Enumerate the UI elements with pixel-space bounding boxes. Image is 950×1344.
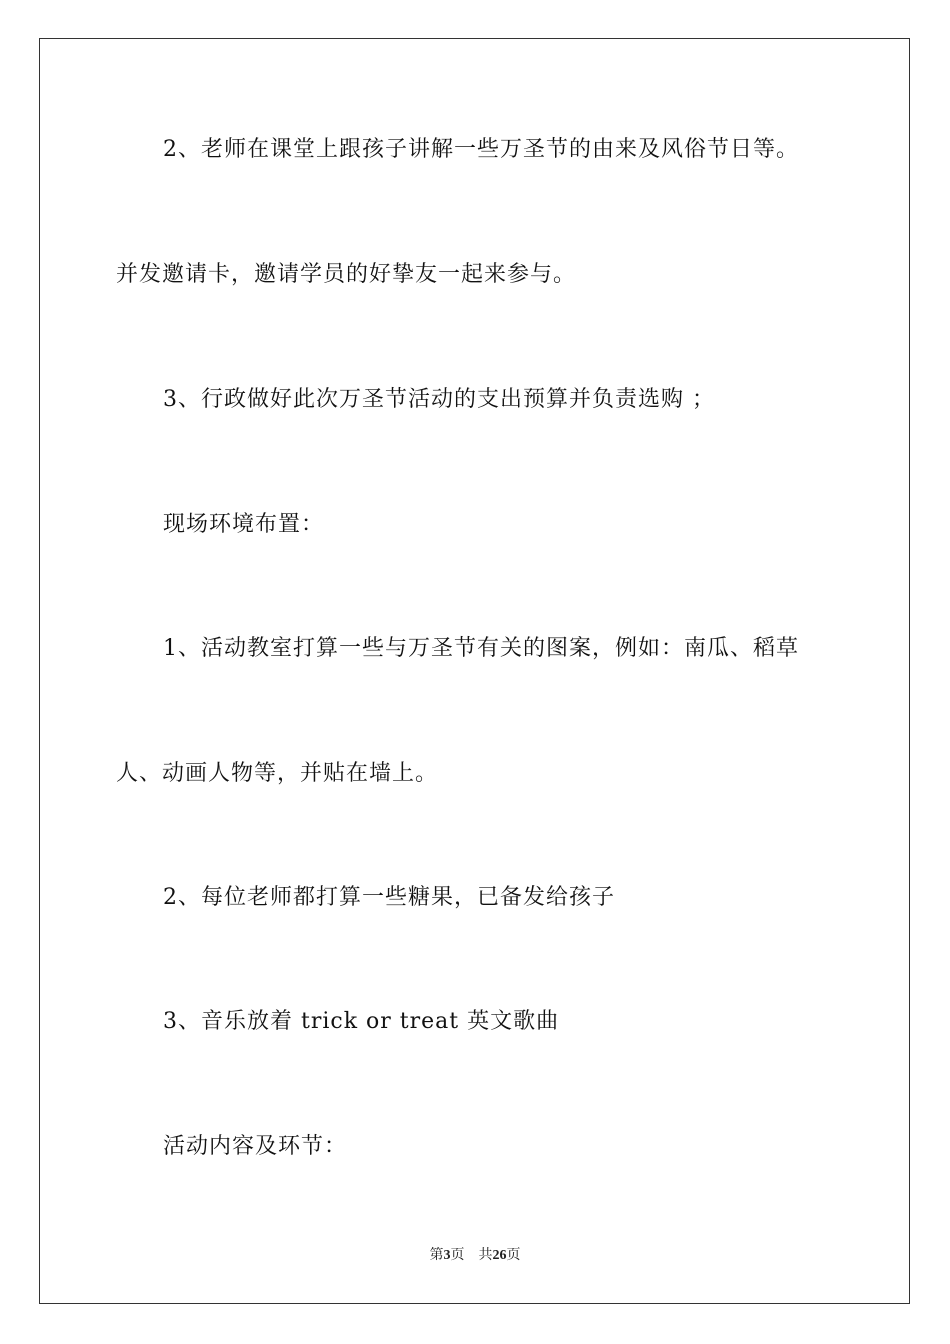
footer-page-suffix: 页 (450, 1248, 465, 1263)
paragraph-4: 2、每位老师都打算一些糖果，已备发给孩子 (163, 885, 615, 910)
footer-page-prefix: 第 (429, 1248, 444, 1263)
section-heading-activities: 活动内容及环节： (163, 1134, 348, 1159)
section-heading-venue: 现场环境布置： (163, 512, 325, 537)
paragraph-5: 3、音乐放着 trick or treat 英文歌曲 (163, 1009, 560, 1034)
paragraph-1: 2、老师在课堂上跟孩子讲解一些万圣节的由来及风俗节日等。 (163, 137, 799, 162)
footer-total-pages: 26 (492, 1248, 507, 1263)
page-frame (39, 38, 910, 1304)
footer-total-suffix: 页 (506, 1248, 521, 1263)
paragraph-3-continued: 人、动画人物等，并贴在墙上。 (116, 761, 439, 786)
footer-page-number: 3 (443, 1248, 451, 1263)
footer-total-prefix: 共 (478, 1248, 493, 1263)
paragraph-2: 3、行政做好此次万圣节活动的支出预算并负责选购 ； (163, 387, 715, 412)
paragraph-1-continued: 并发邀请卡，邀请学员的好挚友一起来参与。 (116, 262, 577, 287)
page-footer (0, 1247, 950, 1265)
paragraph-3: 1、活动教室打算一些与万圣节有关的图案，例如：南瓜、稻草 (163, 636, 799, 661)
